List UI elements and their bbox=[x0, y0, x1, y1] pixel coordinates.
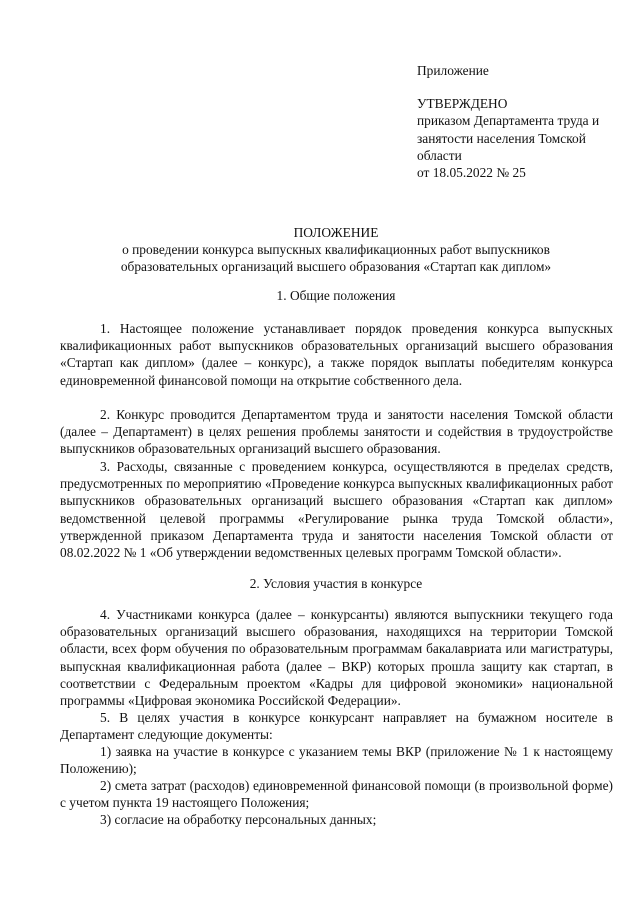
approved-label: УТВЕРЖДЕНО bbox=[417, 96, 508, 112]
section-1-heading: 1. Общие положения bbox=[276, 288, 396, 303]
paragraph-2: 2. Конкурс проводится Департаментом труда и занятости населения Томской области (далее – Департамент) в целях решения проблемы занятости и содействия в трудоустройстве выпускников образовательных организаций высшего образования. bbox=[60, 407, 613, 457]
title-line-1: о проведении конкурса выпускных квалификационных работ выпускников bbox=[122, 242, 550, 258]
paragraph-4: 4. Участниками конкурса (далее – конкурсанты) являются выпускники текущего года образовательных организаций высшего образования, находящихся на территории Томской области, всех форм обучения по образовательным программам бакалавриата или магистратуры, выпускная квалификационная работа (далее – ВКР) которых прошла защиту как стартап, в соответствии с Федеральным проектом «Кадры для цифровой экономики» национальной программы «Цифровая экономика Российской Федерации». bbox=[60, 607, 613, 709]
paragraph-3: 3. Расходы, связанные с проведением конкурса, осуществляются в пределах средств, предусмотренных по мероприятию «Проведение конкурса выпускных квалификационных работ выпускников образовательных организаций высшего образования «Стартап как диплом» ведомственной целевой программы «Регулирование рынка труда Томской области», утвержденной приказом Департамента труда и занятости населения Томской области от 08.02.2022 № 1 «Об утверждении ведомственных целевых программ Томской области». bbox=[60, 459, 613, 561]
paragraph-5: 5. В целях участия в конкурсе конкурсант направляет на бумажном носителе в Департамент следующие документы: bbox=[60, 710, 613, 743]
appendix-label: Приложение bbox=[417, 63, 489, 78]
list-item-3: 3) согласие на обработку персональных данных; bbox=[100, 812, 377, 827]
approval-order-line-1: приказом Департамента труда и bbox=[417, 113, 600, 129]
paragraph-1: 1. Настоящее положение устанавливает порядок проведения конкурса выпускных квалификационных работ выпускников образовательных организаций высшего образования «Стартап как диплом» (далее – конкурс), а также порядок выплаты победителям конкурса единовременной финансовой помощи на открытие собственного дела. bbox=[60, 321, 613, 388]
title-line-2: образовательных организаций высшего образования «Стартап как диплом» bbox=[120, 259, 552, 275]
list-item-2: 2) смета затрат (расходов) единовременной финансовой помощи (в произвольной форме) с учетом пункта 19 настоящего Положения; bbox=[60, 778, 613, 811]
document-title bbox=[60, 224, 612, 276]
approval-order-line-3: области bbox=[417, 147, 462, 163]
approval-date: от 18.05.2022 № 25 bbox=[417, 165, 526, 181]
approval-block bbox=[417, 62, 617, 181]
list-item-1: 1) заявка на участие в конкурсе с указанием темы ВКР (приложение № 1 к настоящему Положению); bbox=[60, 744, 613, 777]
approval-order-line-2: занятости населения Томской bbox=[417, 130, 586, 146]
title-heading: ПОЛОЖЕНИЕ bbox=[293, 225, 379, 240]
section-2-heading: 2. Условия участия в конкурсе bbox=[249, 576, 423, 591]
